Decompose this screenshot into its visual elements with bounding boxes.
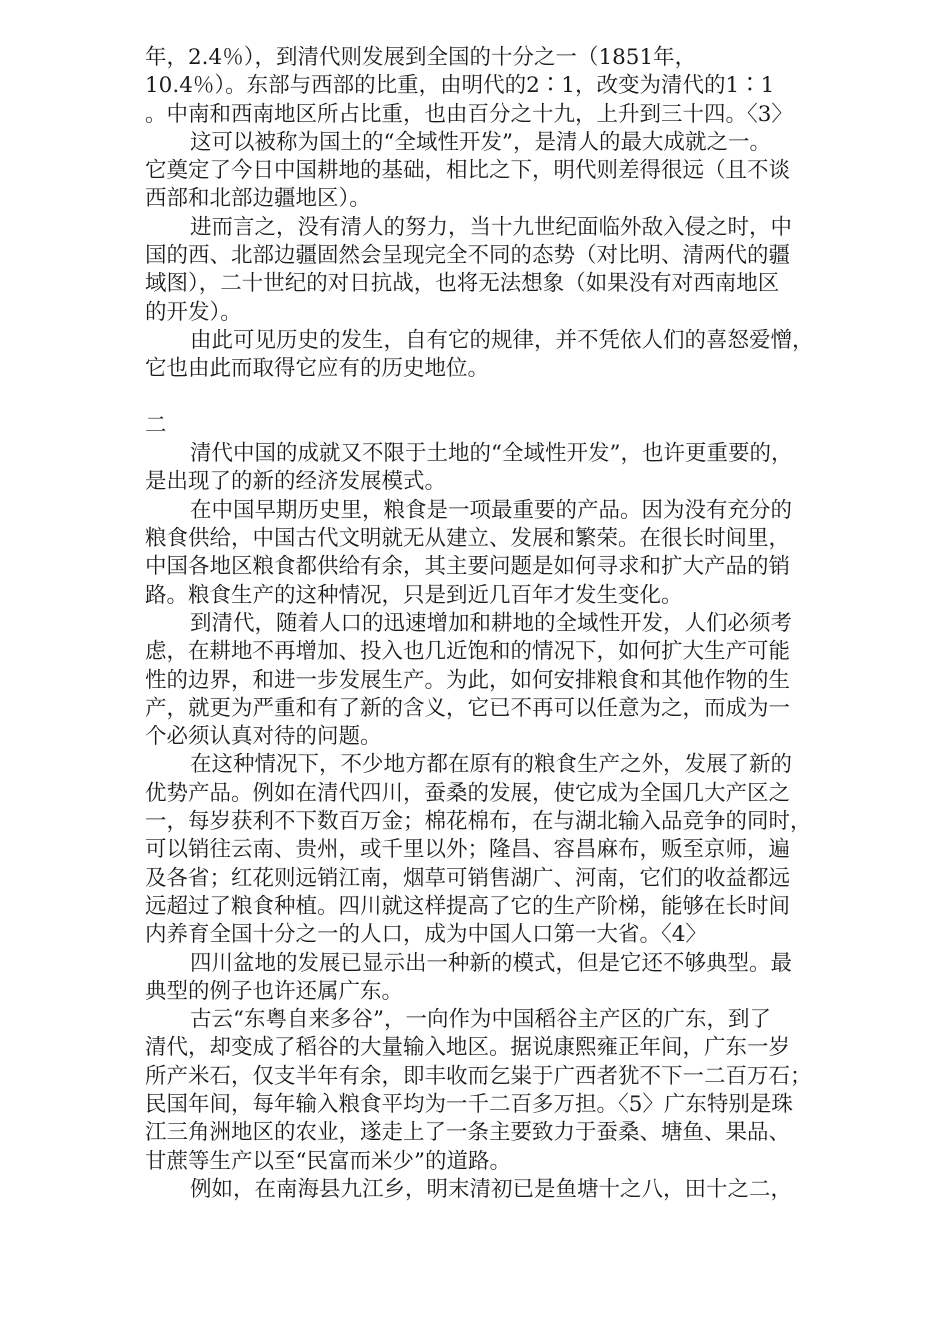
text-line: 国的西、北部边疆固然会呈现完全不同的态势（对比明、清两代的疆 bbox=[145, 243, 791, 269]
text-line: 中国各地区粮食都供给有余，其主要问题是如何寻求和扩大产品的销 bbox=[145, 554, 791, 580]
text-line: 在这种情况下，不少地方都在原有的粮食生产之外，发展了新的 bbox=[190, 752, 793, 778]
text-line: 的开发）。 bbox=[145, 299, 242, 325]
text-line: 性的边界，和进一步发展生产。为此，如何安排粮食和其他作物的生 bbox=[145, 667, 791, 693]
text-line: 可以销往云南、贵州，或千里以外；隆昌、容昌麻布，贩至京师，遍 bbox=[145, 837, 791, 863]
text-line: 民国年间，每年输入粮食平均为一千二百多万担。〈5〉广东特别是珠 bbox=[145, 1091, 793, 1117]
text-line: 产，就更为严重和有了新的含义，它已不再可以任意为之，而成为一 bbox=[145, 695, 791, 721]
text-line: 西部和北部边疆地区）。 bbox=[145, 186, 371, 212]
text-line: 。中南和西南地区所占比重，也由百分之十九，上升到三十四。〈3〉 bbox=[145, 101, 793, 127]
text-line: 个必须认真对待的问题。 bbox=[145, 724, 382, 750]
text-line: 在中国早期历史里，粮食是一项最重要的产品。因为没有充分的 bbox=[190, 497, 793, 523]
text-line: 一，每岁获利不下数百万金；棉花棉布，在与湖北输入品竞争的同时， bbox=[145, 809, 812, 835]
text-line: 例如，在南海县九江乡，明末清初已是鱼塘十之八，田十之二， bbox=[190, 1176, 793, 1202]
text-line: 及各省；红花则远销江南，烟草可销售湖广、河南，它们的收益都远 bbox=[145, 865, 791, 891]
text-line: 清代中国的成就又不限于土地的“全域性开发”，也许更重要的， bbox=[190, 441, 793, 467]
text-line: 是出现了的新的经济发展模式。 bbox=[145, 469, 447, 495]
text-line: 甘蔗等生产以至“民富而米少”的道路。 bbox=[145, 1148, 511, 1174]
text-line: 进而言之，没有清人的努力，当十九世纪面临外敌入侵之时，中 bbox=[190, 214, 793, 240]
text-line: 典型的例子也许还属广东。 bbox=[145, 978, 404, 1004]
text-line: 虑，在耕地不再增加、投入也几近饱和的情况下，如何扩大生产可能 bbox=[145, 639, 791, 665]
text-line: 古云“东粤自来多谷”，一向作为中国稻谷主产区的广东，到了 bbox=[190, 1007, 771, 1033]
text-line: 优势产品。例如在清代四川，蚕桑的发展，使它成为全国几大产区之 bbox=[145, 780, 791, 806]
text-line: 这可以被称为国土的“全域性开发”，是清人的最大成就之一。 bbox=[190, 129, 771, 155]
text-line: 由此可见历史的发生，自有它的规律，并不凭依人们的喜怒爱憎， bbox=[190, 327, 814, 353]
text-line: 远超过了粮食种植。四川就这样提高了它的生产阶梯，能够在长时间 bbox=[145, 893, 791, 919]
text-line: 10.4％）。东部与西部的比重，由明代的2∶1，改变为清代的1∶1 bbox=[145, 73, 775, 99]
text-line: 江三角洲地区的农业，遂走上了一条主要致力于蚕桑、塘鱼、果品、 bbox=[145, 1120, 791, 1146]
text-line: 内养育全国十分之一的人口，成为中国人口第一大省。〈4〉 bbox=[145, 922, 707, 948]
section-heading: 二 bbox=[145, 412, 167, 438]
text-line: 年，2.4％），到清代则发展到全国的十分之一（1851年， bbox=[145, 45, 697, 70]
text-line: 域图），二十世纪的对日抗战，也将无法想象（如果没有对西南地区 bbox=[145, 271, 780, 297]
blank-line bbox=[145, 384, 870, 412]
text-line: 四川盆地的发展已显示出一种新的模式，但是它还不够典型。最 bbox=[190, 950, 793, 976]
text-line: 它奠定了今日中国耕地的基础，相比之下，明代则差得很远（且不谈 bbox=[145, 158, 791, 184]
text-line: 清代，却变成了稻谷的大量输入地区。据说康熙雍正年间，广东一岁 bbox=[145, 1035, 791, 1061]
document-page bbox=[145, 44, 870, 1204]
text-line: 所产米石，仅支半年有余，即丰收而乞粜于广西者犹不下一二百万石； bbox=[145, 1063, 812, 1089]
text-line: 到清代，随着人口的迅速增加和耕地的全域性开发，人们必须考 bbox=[190, 610, 793, 636]
text-line: 它也由此而取得它应有的历史地位。 bbox=[145, 356, 490, 382]
text-line: 路。粮食生产的这种情况，只是到近几百年才发生变化。 bbox=[145, 582, 683, 608]
text-line: 粮食供给，中国古代文明就无从建立、发展和繁荣。在很长时间里， bbox=[145, 526, 791, 552]
